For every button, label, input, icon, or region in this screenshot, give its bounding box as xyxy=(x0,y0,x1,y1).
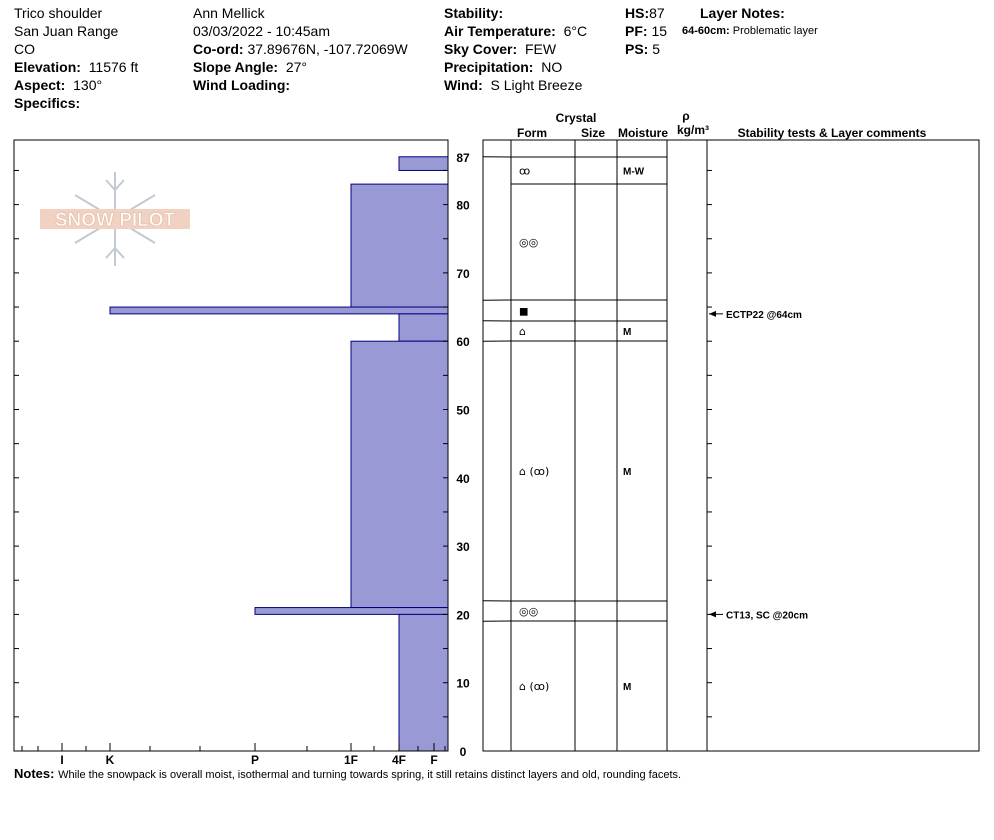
hs-value: 87 xyxy=(649,5,665,21)
stability-label: Stability: xyxy=(444,5,504,21)
aspect-value: 130° xyxy=(73,77,103,93)
elevation-label: Elevation: xyxy=(14,59,81,75)
hardness-bar xyxy=(351,341,448,607)
observation-datetime: 03/03/2022 - 10:45am xyxy=(193,23,330,39)
stability-tests xyxy=(709,310,808,622)
comments-header: Stability tests & Layer comments xyxy=(737,126,927,140)
hardness-bar xyxy=(110,307,448,314)
wind-value: S Light Breeze xyxy=(490,77,583,93)
wind-loading-label: Wind Loading: xyxy=(193,77,291,93)
state-name: CO xyxy=(14,41,35,57)
layer-moisture: M xyxy=(623,327,632,338)
layer-moisture: M-W xyxy=(623,166,645,178)
crystal-header: Crystal xyxy=(555,111,597,125)
slope-value: 27° xyxy=(285,59,307,75)
height-tick-label: 80 xyxy=(456,198,470,213)
stability-test-label: CT13, SC @20cm xyxy=(726,610,809,622)
hardness-bar xyxy=(351,184,448,307)
logo-text: SNOW PILOT xyxy=(54,210,176,231)
hardness-bar xyxy=(255,608,448,615)
layer-form-symbol: ◎◎ xyxy=(519,236,539,249)
layer-note-text: Problematic layer xyxy=(732,25,818,37)
layer-form-symbol: ⌂ (ꝏ) xyxy=(519,465,550,478)
hardness-tick-label: F xyxy=(430,753,438,767)
layer-note-range: 64-60cm: xyxy=(682,25,730,37)
height-tick-label: 87 xyxy=(456,150,470,165)
layer-form-symbol: ⌂ xyxy=(519,325,526,338)
coord-label: Co-ord: xyxy=(193,41,244,57)
ps-label: PS: xyxy=(625,41,649,57)
height-tick-label: 50 xyxy=(456,403,470,418)
notes-text: While the snowpack is overall moist, isothermal and turning towards spring, it still retains distinct layers and old, rounding facets. xyxy=(58,769,682,781)
layer-form-symbol: ■ xyxy=(519,306,529,318)
ps-value: 5 xyxy=(652,41,661,57)
hardness-bar xyxy=(399,314,448,341)
height-tick-label: 40 xyxy=(456,471,470,486)
layer-moisture: M xyxy=(623,682,632,693)
height-tick-label: 10 xyxy=(456,676,470,691)
air-temp-value: 6°C xyxy=(563,23,588,39)
location-name: Trico shoulder xyxy=(14,5,103,21)
layer-notes-title: Layer Notes: xyxy=(700,5,785,21)
stability-test-arrowhead xyxy=(709,611,716,617)
rho-header: ρ xyxy=(682,109,690,123)
hardness-bar xyxy=(399,614,448,751)
pf-value: 15 xyxy=(651,23,668,39)
layer-form-symbol: ◎◎ xyxy=(519,605,539,618)
slope-label: Slope Angle: xyxy=(193,59,279,75)
coord-value: 37.89676N, -107.72069W xyxy=(247,41,408,57)
air-temp-label: Air Temperature: xyxy=(444,23,556,39)
stability-test-arrowhead xyxy=(709,311,716,317)
observer-name: Ann Mellick xyxy=(193,5,265,21)
height-tick-label: 70 xyxy=(456,266,470,281)
specifics-label: Specifics: xyxy=(14,95,81,111)
height-tick-label: 0 xyxy=(459,745,467,759)
sky-label: Sky Cover: xyxy=(444,41,518,57)
sky-value: FEW xyxy=(524,41,557,57)
table-headers xyxy=(517,109,927,140)
height-tick-label: 60 xyxy=(456,335,470,350)
layer-moisture: M xyxy=(623,467,632,478)
form-header: Form xyxy=(517,126,547,140)
notes-label: Notes: xyxy=(14,766,55,781)
moisture-header: Moisture xyxy=(617,126,669,140)
wind-label: Wind: xyxy=(444,77,483,93)
height-tick-label: 30 xyxy=(456,540,470,555)
layer-form-symbol: ꝏ xyxy=(519,164,531,178)
hardness-bar xyxy=(399,157,448,171)
hs-label: HS: xyxy=(625,5,650,21)
hardness-tick-label: 1F xyxy=(343,753,359,767)
pf-label: PF: xyxy=(625,23,648,39)
hardness-tick-label: P xyxy=(250,753,260,767)
snowpilot-logo xyxy=(40,172,190,266)
stability-test-label: ECTP22 @64cm xyxy=(726,309,802,321)
height-tick-label: 20 xyxy=(456,608,470,623)
range-name: San Juan Range xyxy=(14,23,119,39)
hardness-tick-label: K xyxy=(105,753,115,767)
hardness-tick-label: I xyxy=(60,753,64,767)
density-unit-header: kg/m³ xyxy=(676,123,710,137)
precip-label: Precipitation: xyxy=(444,59,534,75)
layer-table-frame xyxy=(483,140,979,751)
size-header: Size xyxy=(580,126,606,140)
hardness-tick-label: 4F xyxy=(391,753,407,767)
hardness-axis xyxy=(22,743,445,767)
precip-value: NO xyxy=(541,59,563,75)
aspect-label: Aspect: xyxy=(14,77,66,93)
layer-form-symbol: ⌂ (ꝏ) xyxy=(519,680,550,693)
hardness-bars xyxy=(110,157,448,751)
elevation-value: 11576 ft xyxy=(88,59,139,75)
notes xyxy=(14,766,681,781)
